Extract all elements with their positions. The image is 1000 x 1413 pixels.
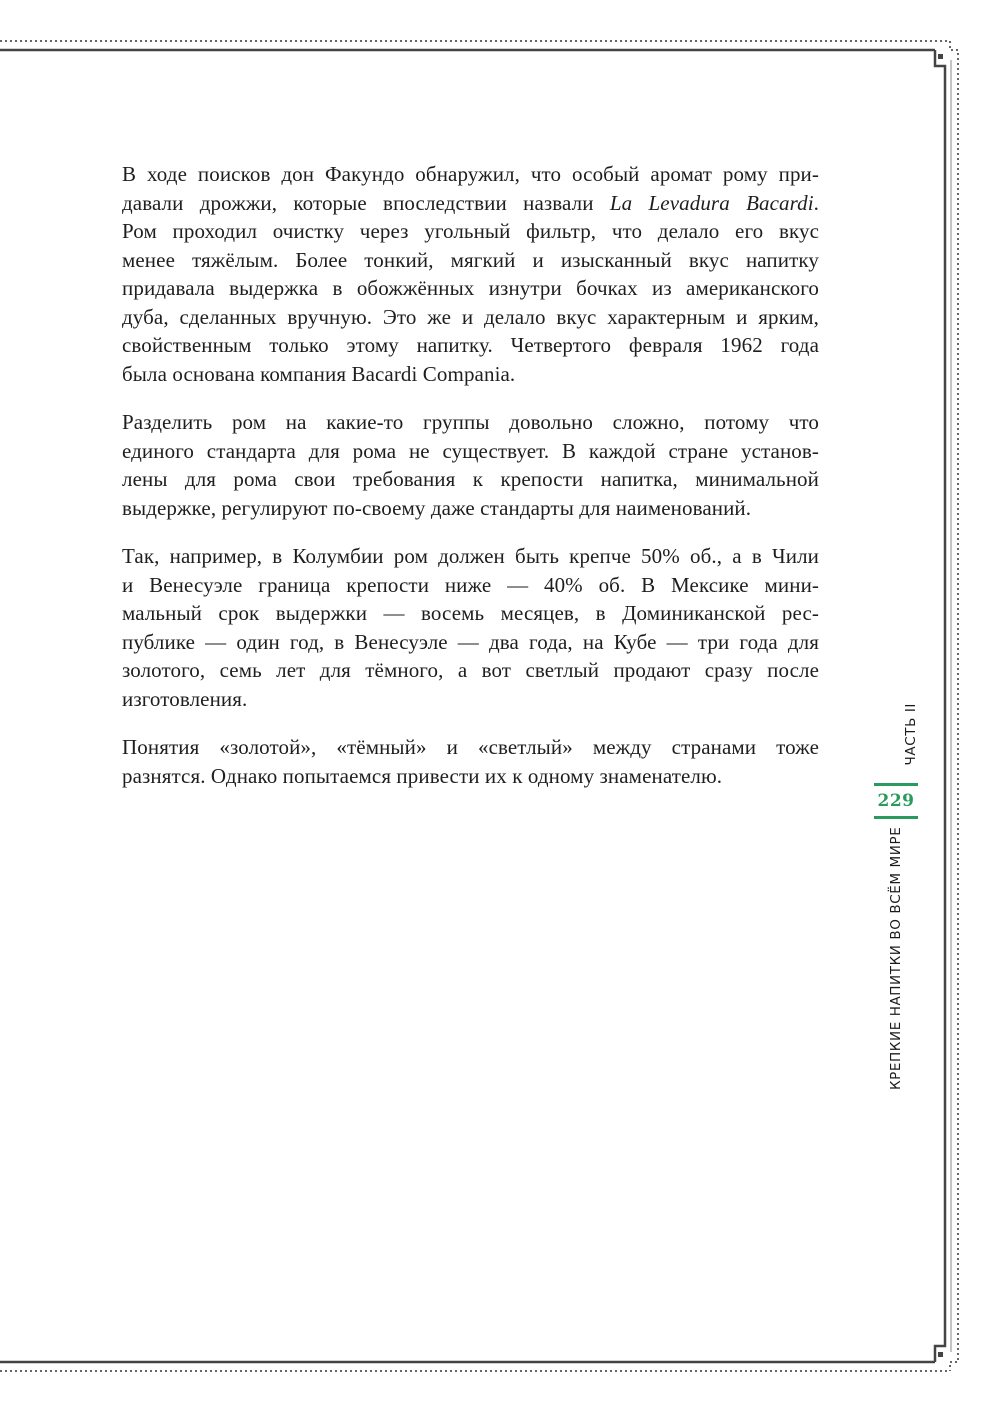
text-segment: дуба, сделанных вручную. Это же и делало вкус характерным и ярким, [122, 304, 819, 329]
text-segment: единого стандарта для рома не существует. В каждой стране установ- [122, 438, 819, 463]
paragraph [122, 408, 819, 522]
text-segment: Разделить ром на какие-то группы довольно сложно, потому что [122, 410, 819, 434]
paragraph [122, 160, 819, 388]
text-line [122, 494, 819, 523]
text-line [122, 628, 819, 657]
text-line [122, 303, 819, 332]
text-segment: золотого, семь лет для тёмного, а вот светлый продают сразу после [122, 658, 819, 682]
text-line [122, 217, 819, 246]
text-segment: Понятия «золотой», «тёмный» и «светлый» между странами тоже [122, 735, 819, 759]
text-segment: изготовления. [122, 686, 248, 711]
frame-right-solid [935, 50, 945, 1362]
text-segment: . [813, 190, 820, 215]
text-line [122, 762, 819, 791]
text-segment: была основана компания Bacardi Compania. [122, 361, 516, 386]
text-segment: Так, например, в Колумбии ром должен быть крепче 50% об., а в Чили [122, 544, 819, 568]
running-head-title: КРЕПКИЕ НАПИТКИ ВО ВСЁМ МИРЕ [888, 826, 904, 1090]
italic-text: La Levadura Bacardi [609, 190, 814, 215]
page-number: 229 [877, 791, 915, 811]
text-segment: свойственным только этому напитку. Четвертого февраля 1962 года [122, 333, 819, 357]
text-segment: В ходе поисков дон Факундо обнаружил, что особый аромат рому при- [122, 162, 819, 186]
text-line [122, 274, 819, 303]
text-line [122, 189, 819, 218]
paragraph [122, 733, 819, 790]
text-line [122, 733, 819, 762]
text-line [122, 408, 819, 437]
text-line [122, 160, 819, 189]
text-line [122, 360, 819, 389]
body-text [122, 160, 819, 810]
text-segment: мальный срок выдержки — восемь месяцев, в Доминиканской рес- [122, 601, 819, 625]
text-segment: менее тяжёлым. Более тонкий, мягкий и изысканный вкус напитку [122, 247, 819, 272]
text-segment: публике — один год, в Венесуэле — два года, на Кубе — три года для [122, 629, 819, 654]
text-line [122, 571, 819, 600]
text-line [122, 437, 819, 466]
text-line [122, 685, 819, 714]
running-head-part: ЧАСТЬ II [903, 703, 919, 766]
text-line [122, 246, 819, 275]
text-line [122, 465, 819, 494]
text-line [122, 331, 819, 360]
folio-bar-bottom [874, 816, 918, 819]
text-segment: придавала выдержка в обожжённых изнутри бочках из американского [122, 276, 819, 300]
text-line [122, 656, 819, 685]
text-segment: лены для рома свои требования к крепости напитка, минимальной [122, 467, 819, 491]
text-segment: и Венесуэле граница крепости ниже — 40% об. В Мексике мини- [122, 572, 819, 597]
text-segment: разнятся. Однако попытаемся привести их к одному знаменателю. [122, 763, 723, 788]
text-segment: выдержке, регулируют по-своему даже стандарты для наименований. [122, 495, 752, 520]
text-line [122, 542, 819, 571]
text-segment: давали дрожжи, которые впоследствии назвали [122, 190, 610, 215]
paragraph [122, 542, 819, 713]
text-segment: Ром проходил очистку через угольный фильтр, что делало его вкус [122, 219, 819, 243]
text-line [122, 599, 819, 628]
